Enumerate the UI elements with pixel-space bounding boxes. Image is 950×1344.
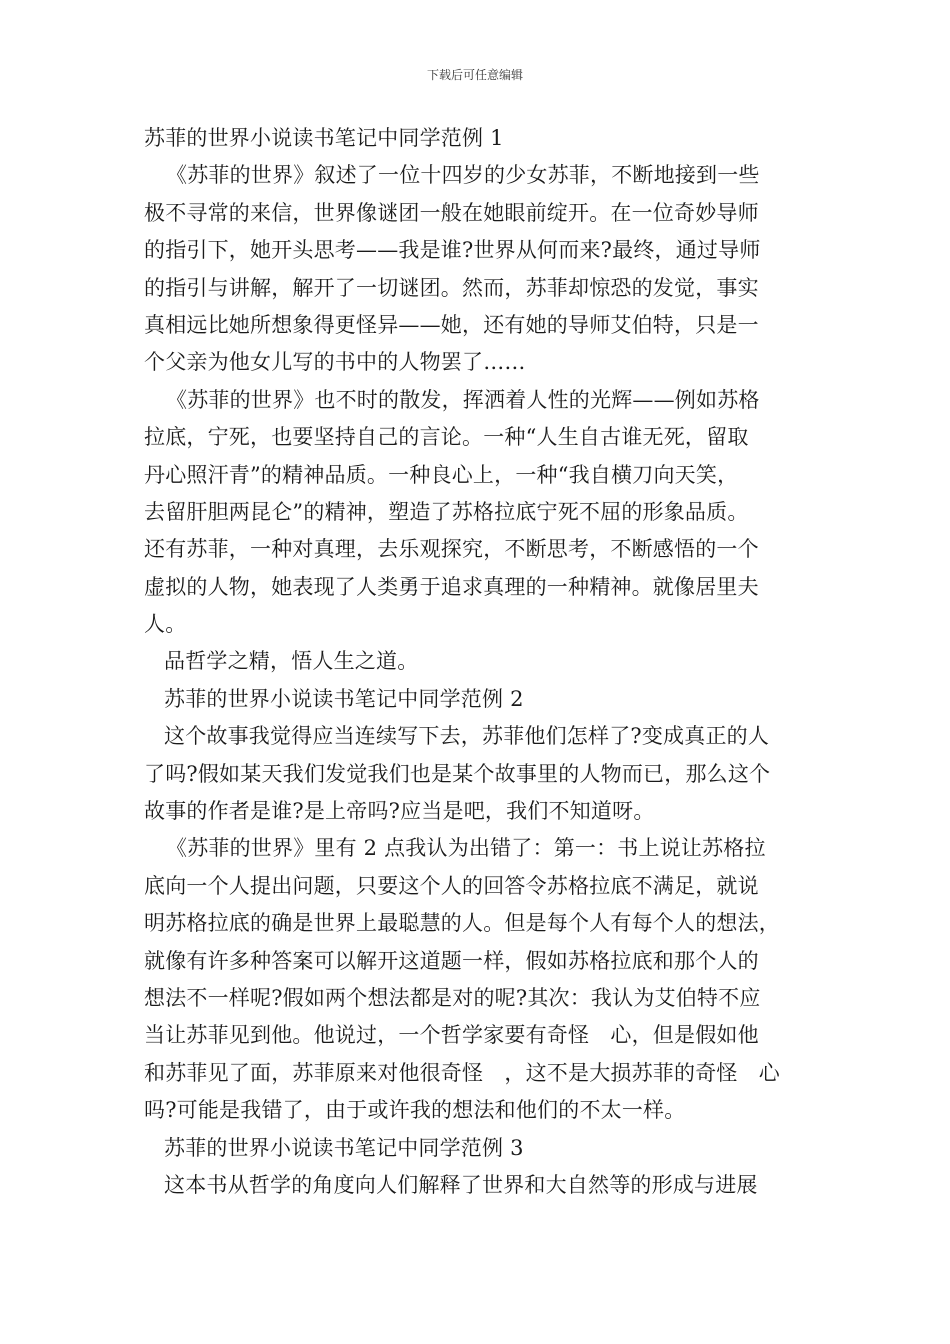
text-line: 《苏菲的世界》叙述了一位十四岁的少女苏菲，不断地接到一些	[166, 163, 760, 188]
page-header: 下载后可任意编辑	[426, 68, 523, 82]
text-line: 品哲学之精，悟人生之道。	[164, 649, 419, 674]
text-line: 丹心照汗青”的精神品质。一种良心上，一种“我自横刀向天笑，	[144, 462, 739, 487]
text-line: 当让苏菲见到他。他说过，一个哲学家要有奇怪 心，但是假如他	[144, 1023, 759, 1048]
text-line: 《苏菲的世界》也不时的散发，挥洒着人性的光辉——例如苏格	[166, 387, 760, 412]
text-line: 去留肝胆两昆仑”的精神，塑造了苏格拉底宁死不屈的形象品质。	[144, 499, 749, 524]
text-line: 人。	[144, 612, 187, 637]
text-line: 和苏菲见了面，苏菲原来对他很奇怪 ，这不是大损苏菲的奇怪 心	[144, 1060, 780, 1085]
text-line: 吗?可能是我错了，由于或许我的想法和他们的不太一样。	[144, 1098, 686, 1123]
text-line: 的指引与讲解，解开了一切谜团。然而，苏菲却惊恐的发觉，事实	[144, 275, 759, 300]
text-line: 还有苏菲，一种对真理，去乐观探究，不断思考，不断感悟的一个	[144, 537, 759, 562]
text-line: 了吗?假如某天我们发觉我们也是某个故事里的人物而已，那么这个	[144, 761, 771, 786]
text-line: 个父亲为他女儿写的书中的人物罢了……	[144, 350, 526, 375]
text-line: 这个故事我觉得应当连续写下去，苏菲他们怎样了?变成真正的人	[164, 724, 770, 749]
text-line: 极不寻常的来信，世界像谜团一般在她眼前绽开。在一位奇妙导师	[144, 200, 759, 225]
text-line: 这本书从哲学的角度向人们解释了世界和大自然等的形成与进展	[164, 1172, 758, 1197]
text-line: 苏菲的世界小说读书笔记中同学范例 2	[164, 686, 524, 711]
text-line: 《苏菲的世界》里有 2 点我认为出错了：第一：书上说让苏格拉	[166, 836, 766, 861]
text-line: 的指引下，她开头思考——我是谁?世界从何而来?最终，通过导师	[144, 238, 761, 263]
text-line: 真相远比她所想象得更怪异——她，还有她的导师艾伯特，只是一	[144, 312, 759, 337]
text-line: 底向一个人提出问题，只要这个人的回答令苏格拉底不满足，就说	[144, 873, 759, 898]
text-line: 拉底，宁死，也要坚持自己的言论。一种“人生自古谁无死，留取	[144, 425, 749, 450]
text-line: 苏菲的世界小说读书笔记中同学范例 3	[164, 1135, 524, 1160]
text-line: 就像有许多种答案可以解开这道题一样，假如苏格拉底和那个人的	[144, 948, 759, 973]
text-line: 想法不一样呢?假如两个想法都是对的呢?其次：我认为艾伯特不应	[144, 985, 761, 1010]
text-line: 故事的作者是谁?是上帝吗?应当是吧，我们不知道呀。	[144, 799, 655, 824]
text-line: 虚拟的人物，她表现了人类勇于追求真理的一种精神。就像居里夫	[144, 574, 759, 599]
text-line: 苏菲的世界小说读书笔记中同学范例 1	[144, 126, 504, 150]
text-line: 明苏格拉底的确是世界上最聪慧的人。但是每个人有每个人的想法，	[144, 911, 780, 936]
document-body	[144, 120, 814, 1204]
